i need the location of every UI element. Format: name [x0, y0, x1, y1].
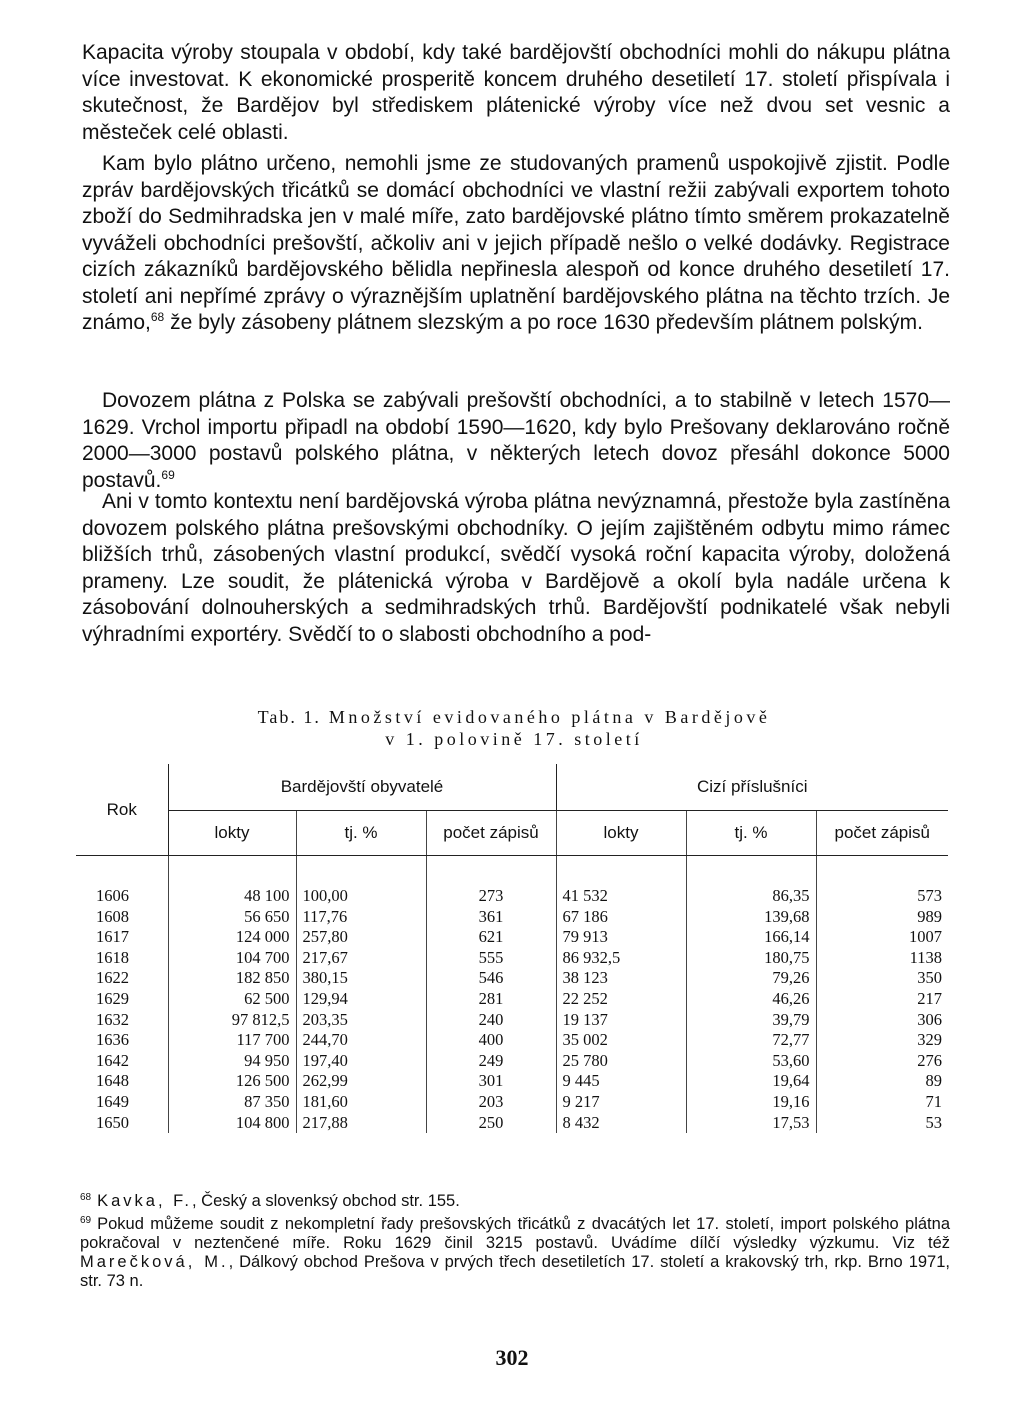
footnote-69-author: Marečková, M. [80, 1253, 229, 1271]
cell-lokty-foreigners: 79 913 [556, 927, 686, 948]
row-year: 1632 [76, 1010, 168, 1031]
data-table [76, 764, 948, 1133]
cell-pct-residents: 217,88 [296, 1113, 426, 1134]
cell-zapisu-foreigners: 217 [917, 988, 942, 1008]
paragraph-2-text-b: že byly zásobeny plátnem slezským a po roce 1630 především plátnem polským. [164, 311, 923, 334]
table-header-row-2 [76, 811, 948, 856]
cell-zapisu-foreigners: 276 [917, 1050, 942, 1070]
table-row [76, 989, 948, 1010]
cell-pct-residents: 203,35 [296, 1010, 426, 1031]
cell-lokty-residents: 126 500 [168, 1071, 296, 1092]
row-year: 1617 [76, 927, 168, 948]
table-row [76, 1030, 948, 1051]
cell-lokty-residents: 56 650 [168, 907, 296, 928]
paragraph-3-text: Dovozem plátna z Polska se zabývali prešovští obchodníci, a to stabilně v letech 1570—1629. Vrchol importu připadl na období 1590—1620, kdy bylo Prešovany deklarováno ročně 2000—3000 postavů polského plátna, v některých letech dovoz přesáhl dokonce 5000 postavů. [82, 389, 950, 492]
cell-lokty-residents: 104 800 [168, 1113, 296, 1134]
header-lokty-1: lokty [168, 811, 296, 856]
cell-pct-residents: 262,99 [296, 1071, 426, 1092]
paragraph-2-text-a: Kam bylo plátno určeno, nemohli jsme ze studovaných pramenů uspokojivě zjistit. Podle zpráv bardějovských třicátků se domácí obchodníci ve vlastní režii zabývali exportem tohoto zboží do Sedmihradska jen v malé míře, zato bardějovské plátno tímto směrem prokazatelně vyváželi obchodníci prešovští, ačkoliv ani v jejich případě nešlo o velké dodávky. Registrace cizích zákazníků bardějovského bělidla nepřinesla alespoň od konce druhého desetiletí 17. století ani nepřímé zprávy o výraznějším uplatnění bardějovského plátna na těchto trzích. Je známo, [82, 152, 950, 334]
table-row [76, 886, 948, 907]
cell-zapisu-foreigners: 350 [917, 968, 942, 988]
cell-zapisu-residents: 621 [426, 927, 556, 948]
cell-pct-residents: 244,70 [296, 1030, 426, 1051]
cell-lokty-residents: 94 950 [168, 1051, 296, 1072]
cell-lokty-residents: 182 850 [168, 968, 296, 989]
cell-zapisu-foreigners: 306 [917, 1009, 942, 1029]
cell-zapisu-residents: 240 [426, 1010, 556, 1031]
cell-zapisu-foreigners: 1007 [909, 927, 942, 947]
footnote-68-text: , Český a slovenksý obchod str. 155. [192, 1192, 460, 1210]
cell-zapisu-foreigners: 1138 [909, 947, 942, 967]
cell-pct-residents: 129,94 [296, 989, 426, 1010]
cell-pct-foreigners: 17,53 [686, 1113, 816, 1134]
paragraph-3 [82, 388, 950, 494]
row-year: 1648 [76, 1071, 168, 1092]
table-row [76, 1071, 948, 1092]
footnote-69-mark: 69 [80, 1215, 92, 1226]
header-group-foreigners: Cizí příslušníci [556, 764, 948, 811]
cell-zapisu-foreigners: 71 [925, 1091, 942, 1111]
cell-pct-residents: 217,67 [296, 948, 426, 969]
row-year: 1636 [76, 1030, 168, 1051]
cell-lokty-residents: 117 700 [168, 1030, 296, 1051]
cell-pct-foreigners: 19,16 [686, 1092, 816, 1113]
header-pct-1: tj. % [296, 811, 426, 856]
table-title-line-1: Množství evidovaného plátna v Bardějově [328, 707, 771, 727]
footnote-69 [80, 1211, 950, 1291]
cell-lokty-residents: 48 100 [168, 886, 296, 907]
cell-pct-residents: 181,60 [296, 1092, 426, 1113]
cell-lokty-foreigners: 9 217 [556, 1092, 686, 1113]
cell-lokty-foreigners: 8 432 [556, 1113, 686, 1134]
table-row [76, 907, 948, 928]
table-title-line-2: v 1. polovině 17. století [385, 729, 643, 749]
cell-lokty-residents: 124 000 [168, 927, 296, 948]
cell-zapisu-residents: 400 [426, 1030, 556, 1051]
cell-lokty-residents: 97 812,5 [168, 1010, 296, 1031]
footnote-68-author: Kavka, F. [97, 1192, 192, 1210]
footnote-ref-68[interactable]: 68 [150, 310, 165, 324]
row-year: 1608 [76, 907, 168, 928]
cell-pct-foreigners: 86,35 [686, 886, 816, 907]
cell-lokty-residents: 62 500 [168, 989, 296, 1010]
paragraph-4 [82, 489, 950, 648]
header-group-residents: Bardějovští obyvatelé [168, 764, 556, 811]
cell-pct-residents: 197,40 [296, 1051, 426, 1072]
footnote-68-mark: 68 [80, 1192, 92, 1203]
paragraph-1 [82, 40, 950, 146]
cell-pct-residents: 100,00 [296, 886, 426, 907]
cell-lokty-foreigners: 41 532 [556, 886, 686, 907]
cell-zapisu-residents: 301 [426, 1071, 556, 1092]
cell-pct-residents: 380,15 [296, 968, 426, 989]
cell-lokty-foreigners: 35 002 [556, 1030, 686, 1051]
cell-zapisu-foreigners: 53 [925, 1112, 942, 1132]
page-number: 302 [495, 1345, 529, 1370]
cell-lokty-foreigners: 67 186 [556, 907, 686, 928]
row-year: 1650 [76, 1113, 168, 1134]
table-row [76, 1113, 948, 1134]
cell-lokty-foreigners: 9 445 [556, 1071, 686, 1092]
table-body [76, 856, 948, 1134]
cell-pct-residents: 257,80 [296, 927, 426, 948]
table-caption [80, 706, 948, 750]
cell-zapisu-residents: 249 [426, 1051, 556, 1072]
cell-zapisu-residents: 281 [426, 989, 556, 1010]
paragraph-4-text: Ani v tomto kontextu není bardějovská výroba plátna nevýznamná, přestože byla zastíněna dovozem polského plátna prešovskými obchodníky. O jejím zajištěném odbytu mimo rámec bližších trhů, zásobených vlastní produkcí, svědčí vysoká roční kapacita výroby, doložená prameny. Lze soudit, že plátenická výroba v Bardějově a okolí byla nadále určena k zásobování dolnouherských a sedmihradských trhů. Bardějovští podnikatelé však nebyli výhradními exportéry. Svědčí to o slabosti obchodního a pod- [82, 490, 950, 646]
header-pct-2: tj. % [686, 811, 816, 856]
cell-pct-foreigners: 53,60 [686, 1051, 816, 1072]
cell-pct-foreigners: 79,26 [686, 968, 816, 989]
table-row [76, 1010, 948, 1031]
table-spacer [76, 856, 948, 887]
row-year: 1618 [76, 948, 168, 969]
header-zapisu-2: počet zápisů [816, 811, 948, 856]
row-year: 1629 [76, 989, 168, 1010]
paragraph-2 [82, 151, 950, 337]
table-number: Tab. 1. [257, 707, 321, 727]
cell-zapisu-foreigners: 989 [917, 906, 942, 926]
cell-lokty-residents: 104 700 [168, 948, 296, 969]
cell-pct-foreigners: 72,77 [686, 1030, 816, 1051]
cell-pct-foreigners: 46,26 [686, 989, 816, 1010]
cell-pct-foreigners: 19,64 [686, 1071, 816, 1092]
cell-lokty-foreigners: 25 780 [556, 1051, 686, 1072]
table-row [76, 927, 948, 948]
table-header-row-1 [76, 764, 948, 811]
header-lokty-2: lokty [556, 811, 686, 856]
table-row [76, 948, 948, 969]
table-row [76, 1051, 948, 1072]
header-rok: Rok [76, 764, 168, 856]
header-zapisu-1: počet zápisů [426, 811, 556, 856]
table-row [76, 1092, 948, 1113]
cell-pct-foreigners: 139,68 [686, 907, 816, 928]
cell-zapisu-foreigners: 89 [925, 1071, 942, 1091]
cell-zapisu-residents: 273 [426, 886, 556, 907]
cell-zapisu-residents: 361 [426, 907, 556, 928]
row-year: 1622 [76, 968, 168, 989]
footnotes [80, 1188, 950, 1291]
cell-lokty-foreigners: 86 932,5 [556, 948, 686, 969]
cell-zapisu-foreigners: 573 [917, 886, 942, 905]
footnote-69-text-b: , Dálkový obchod Prešova v prvých třech desetiletích 17. století a krakovský trh, rkp. Brno 1971, str. 73 n. [80, 1253, 950, 1290]
cell-zapisu-residents: 555 [426, 948, 556, 969]
cell-pct-foreigners: 166,14 [686, 927, 816, 948]
cell-lokty-foreigners: 38 123 [556, 968, 686, 989]
cell-pct-foreigners: 180,75 [686, 948, 816, 969]
row-year: 1642 [76, 1051, 168, 1072]
footnote-69-text-a: Pokud můžeme soudit z nekompletní řady prešovských třicátků z dvacátých let 17. století, import polského plátna pokračoval v neztenčené míře. Roku 1629 činil 3215 postavů. Uvádíme dílčí výsledky výzkumu. Viz též [80, 1215, 950, 1252]
table-row [76, 968, 948, 989]
cell-zapisu-residents: 250 [426, 1113, 556, 1134]
cell-zapisu-residents: 203 [426, 1092, 556, 1113]
cell-lokty-foreigners: 19 137 [556, 1010, 686, 1031]
cell-pct-foreigners: 39,79 [686, 1010, 816, 1031]
row-year: 1606 [76, 886, 168, 907]
footnote-68 [80, 1188, 950, 1211]
cell-zapisu-foreigners: 329 [917, 1030, 942, 1050]
cell-lokty-residents: 87 350 [168, 1092, 296, 1113]
cell-zapisu-residents: 546 [426, 968, 556, 989]
row-year: 1649 [76, 1092, 168, 1113]
footnote-ref-69[interactable]: 69 [161, 467, 175, 482]
paragraph-1-text: Kapacita výroby stoupala v období, kdy také bardějovští obchodníci mohli do nákupu plátna více investovat. K ekonomické prosperitě koncem druhého desetiletí 17. století přispívala i skutečnost, že Bardějov byl střediskem plátenické výroby více než dvou set vesnic a městeček celé oblasti. [82, 41, 950, 144]
cell-pct-residents: 117,76 [296, 907, 426, 928]
cell-lokty-foreigners: 22 252 [556, 989, 686, 1010]
